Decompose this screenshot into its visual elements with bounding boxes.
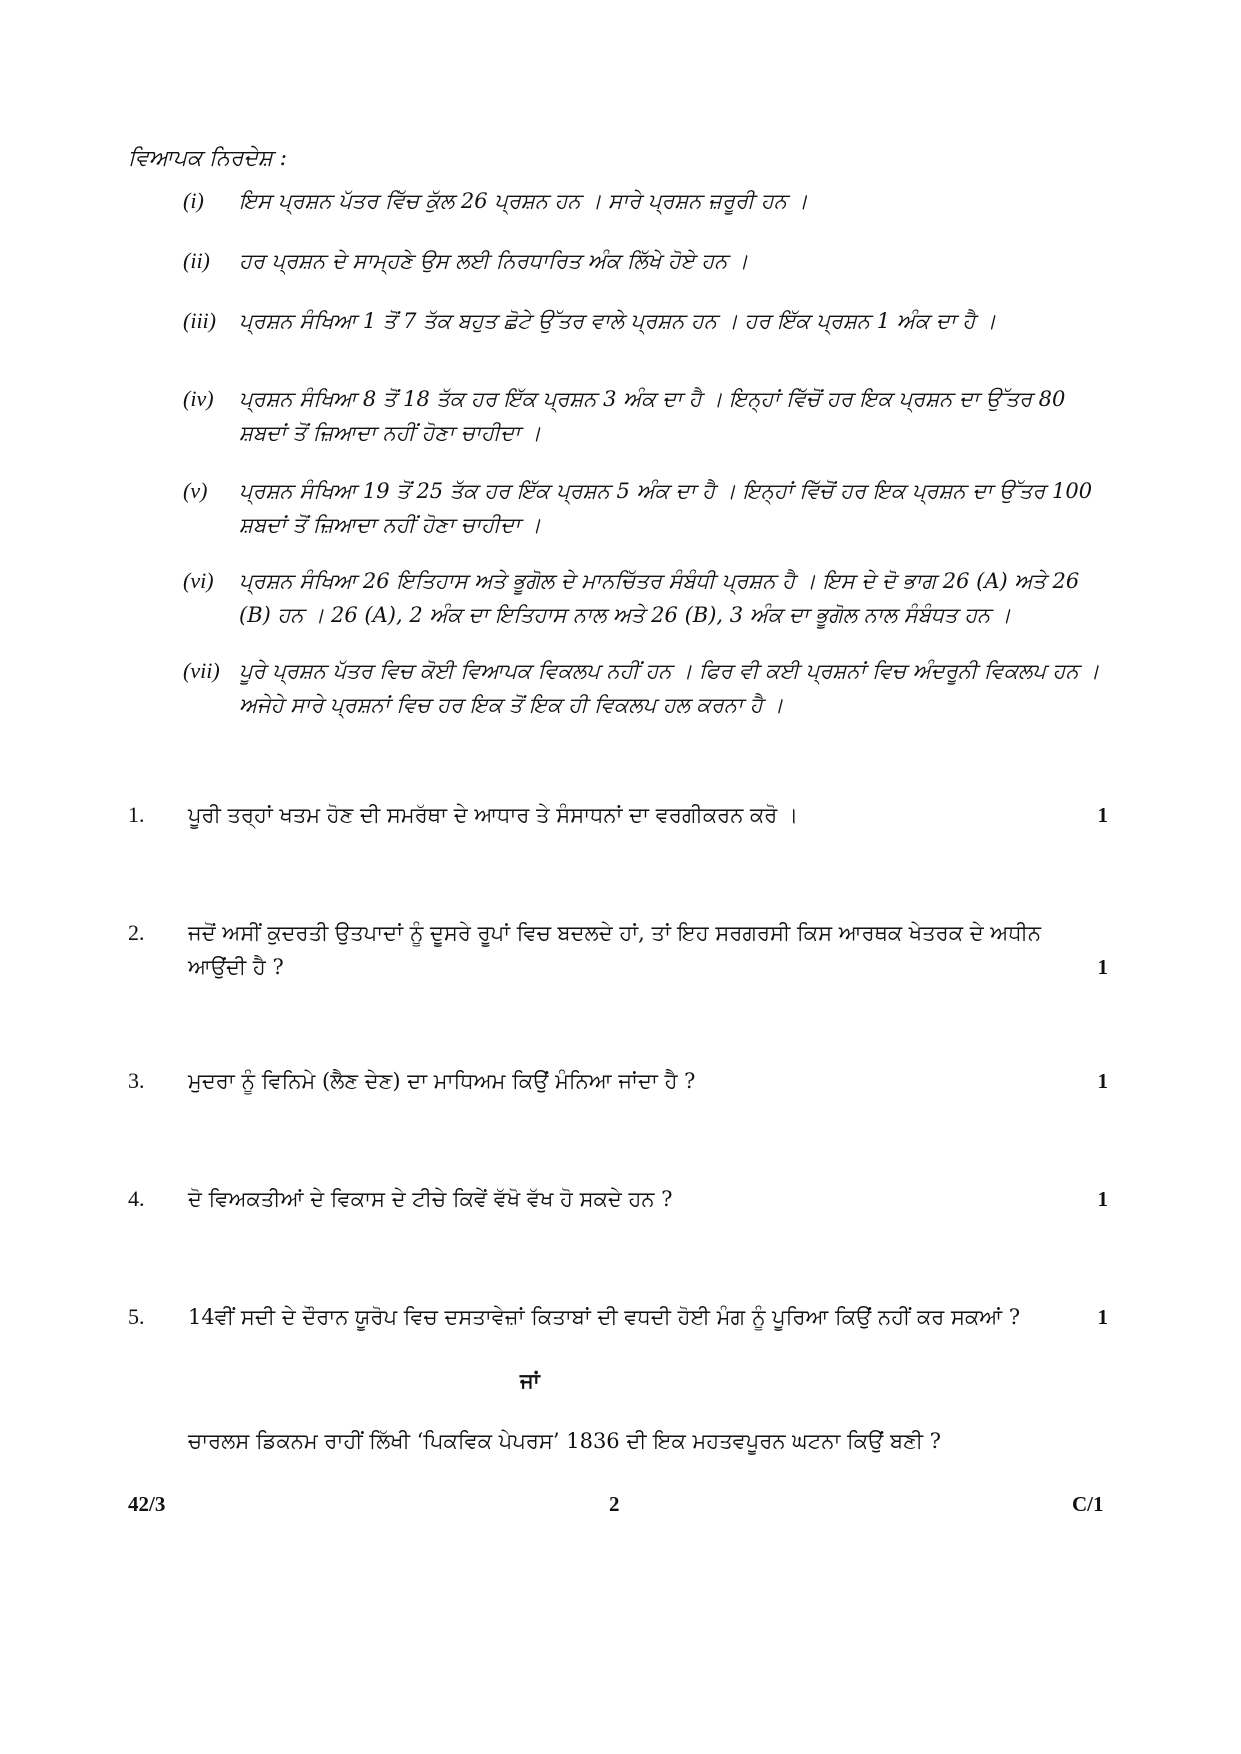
question-item (128, 1064, 1108, 1098)
instruction-number: (iii) (183, 308, 216, 333)
instruction-text: ਪ੍ਰਸ਼ਨ ਸੰਖਿਆ 19 ਤੋਂ 25 ਤੱਕ ਹਰ ਇੱਕ ਪ੍ਰਸ਼ਨ 5 ਅੰਕ ਦਾ ਹੈ । ਇਨ੍ਹਾਂ ਵਿੱਚੋਂ ਹਰ ਇਕ ਪ੍ਰਸ਼ਨ ਦਾ ਉੱਤਰ 100 ਸ਼ਬਦਾਂ ਤੋਂ ਜ਼ਿਆਦਾ ਨਹੀਂ ਹੋਣਾ ਚਾਹੀਦਾ । (239, 479, 1093, 537)
question-item (128, 916, 1108, 984)
instruction-number: (v) (183, 478, 208, 503)
question-number: 5. (128, 1304, 145, 1329)
question-item (128, 1182, 1108, 1216)
footer-page-number: 2 (609, 1492, 620, 1516)
general-instructions-heading: ਵਿਆਪਕ ਨਿਰਦੇਸ਼ : (128, 146, 288, 171)
instruction-item (183, 564, 1103, 632)
instruction-item (183, 382, 1103, 450)
question-text: ਮੁਦਰਾ ਨੂੰ ਵਿਨਿਮੇ (ਲੈਣ ਦੇਣ) ਦਾ ਮਾਧਿਅਮ ਕਿਉਂ ਮੰਨਿਆ ਜਾਂਦਾ ਹੈ ? (188, 1069, 696, 1093)
question-number: 3. (128, 1068, 145, 1093)
question-marks: 1 (1097, 1069, 1108, 1093)
question-marks: 1 (1097, 955, 1108, 979)
instruction-item (183, 474, 1103, 542)
question-text: ਜਦੋਂ ਅਸੀਂ ਕੁਦਰਤੀ ਉਤਪਾਦਾਂ ਨੂੰ ਦੂਸਰੇ ਰੂਪਾਂ ਵਿਚ ਬਦਲਦੇ ਹਾਂ, ਤਾਂ ਇਹ ਸਰਗਰਸੀ ਕਿਸ ਆਰਥਕ ਖੇਤਰਕ ਦੇ ਅਧੀਨ ਆਉਂਦੀ ਹੈ ? (188, 921, 1042, 979)
instruction-number: (iv) (183, 386, 214, 411)
question-marks: 1 (1097, 1305, 1108, 1329)
instruction-text: ਹਰ ਪ੍ਰਸ਼ਨ ਦੇ ਸਾਮ੍ਹਣੇ ਉਸ ਲਈ ਨਿਰਧਾਰਿਤ ਅੰਕ ਲਿੱਖੇ ਹੋਏ ਹਨ । (239, 249, 749, 273)
question-number: 2. (128, 920, 145, 945)
instruction-item (183, 304, 1103, 338)
question-text: ਪੂਰੀ ਤਰ੍ਹਾਂ ਖਤਮ ਹੋਣ ਦੀ ਸਮਰੱਥਾ ਦੇ ਆਧਾਰ ਤੇ ਸੰਸਾਧਨਾਂ ਦਾ ਵਰਗੀਕਰਨ ਕਰੋ । (188, 803, 799, 827)
question-number: 1. (128, 802, 145, 827)
instruction-number: (ii) (183, 248, 210, 273)
alternative-question-text: ਚਾਰਲਸ ਡਿਕਨਮ ਰਾਹੀਂ ਲਿੱਖੀ ‘ਪਿਕਵਿਕ ਪੇਪਰਸ’ 1836 ਦੀ ਇਕ ਮਹਤਵਪੂਰਨ ਘਟਨਾ ਕਿਉਂ ਬਣੀ ? (188, 1429, 942, 1453)
question-text: 14ਵੀਂ ਸਦੀ ਦੇ ਦੌਰਾਨ ਯੂਰੋਪ ਵਿਚ ਦਸਤਾਵੇਜ਼ਾਂ ਕਿਤਾਬਾਂ ਦੀ ਵਧਦੀ ਹੋਈ ਮੰਗ ਨੂੰ ਪੂਰਿਆ ਕਿਉਂ ਨਹੀਂ ਕਰ ਸਕਆਂ ? (188, 1305, 1021, 1329)
instruction-text: ਪ੍ਰਸ਼ਨ ਸੰਖਿਆ 1 ਤੋਂ 7 ਤੱਕ ਬਹੁਤ ਛੋਟੇ ਉੱਤਰ ਵਾਲੇ ਪ੍ਰਸ਼ਨ ਹਨ । ਹਰ ਇੱਕ ਪ੍ਰਸ਼ਨ 1 ਅੰਕ ਦਾ ਹੈ । (239, 309, 997, 333)
footer-paper-code: 42/3 (128, 1492, 166, 1516)
instruction-item (183, 654, 1103, 722)
question-item (128, 798, 1108, 832)
instruction-text: ਇਸ ਪ੍ਰਸ਼ਨ ਪੱਤਰ ਵਿੱਚ ਕੁੱਲ 26 ਪ੍ਰਸ਼ਨ ਹਨ । ਸਾਰੇ ਪ੍ਰਸ਼ਨ ਜ਼ਰੂਰੀ ਹਨ । (239, 189, 808, 213)
question-marks: 1 (1097, 803, 1108, 827)
question-marks: 1 (1097, 1187, 1108, 1211)
instruction-text: ਪ੍ਰਸ਼ਨ ਸੰਖਿਆ 8 ਤੋਂ 18 ਤੱਕ ਹਰ ਇੱਕ ਪ੍ਰਸ਼ਨ 3 ਅੰਕ ਦਾ ਹੈ । ਇਨ੍ਹਾਂ ਵਿੱਚੋਂ ਹਰ ਇਕ ਪ੍ਰਸ਼ਨ ਦਾ ਉੱਤਰ 80 ਸ਼ਬਦਾਂ ਤੋਂ ਜ਼ਿਆਦਾ ਨਹੀਂ ਹੋਣਾ ਚਾਹੀਦਾ । (239, 387, 1066, 445)
instruction-item (183, 184, 1103, 218)
instruction-text: ਪ੍ਰਸ਼ਨ ਸੰਖਿਆ 26 ਇਤਿਹਾਸ ਅਤੇ ਭੂਗੋਲ ਦੇ ਮਾਨਚਿੱਤਰ ਸੰਬੰਧੀ ਪ੍ਰਸ਼ਨ ਹੈ । ਇਸ ਦੇ ਦੋ ਭਾਗ 26 (A) ਅਤੇ 26 (B) ਹਨ । 26 (A), 2 ਅੰਕ ਦਾ ਇਤਿਹਾਸ ਨਾਲ ਅਤੇ 26 (B), 3 ਅੰਕ ਦਾ ਭੂਗੋਲ ਨਾਲ ਸੰਬੰਧਤ ਹਨ । (239, 569, 1080, 627)
instruction-item (183, 244, 1103, 278)
or-separator: ਜਾਂ (520, 1368, 540, 1393)
question-number: 4. (128, 1186, 145, 1211)
instruction-number: (i) (183, 188, 204, 213)
instruction-text: ਪੂਰੇ ਪ੍ਰਸ਼ਨ ਪੱਤਰ ਵਿਚ ਕੋਈ ਵਿਆਪਕ ਵਿਕਲਪ ਨਹੀਂ ਹਨ । ਫਿਰ ਵੀ ਕਈ ਪ੍ਰਸ਼ਨਾਂ ਵਿਚ ਅੰਦਰੂਨੀ ਵਿਕਲਪ ਹਨ । ਅਜੇਹੇ ਸਾਰੇ ਪ੍ਰਸ਼ਨਾਂ ਵਿਚ ਹਰ ਇਕ ਤੋਂ ਇਕ ਹੀ ਵਿਕਲਪ ਹਲ ਕਰਨਾ ਹੈ । (239, 659, 1100, 717)
question-text: ਦੋ ਵਿਅਕਤੀਆਂ ਦੇ ਵਿਕਾਸ ਦੇ ਟੀਚੇ ਕਿਵੇਂ ਵੱਖੋ ਵੱਖ ਹੋ ਸਕਦੇ ਹਨ ? (188, 1187, 673, 1211)
instruction-number: (vii) (183, 658, 220, 683)
footer-set-code: C/1 (1072, 1492, 1104, 1516)
instruction-number: (vi) (183, 568, 214, 593)
question-item (128, 1300, 1108, 1334)
